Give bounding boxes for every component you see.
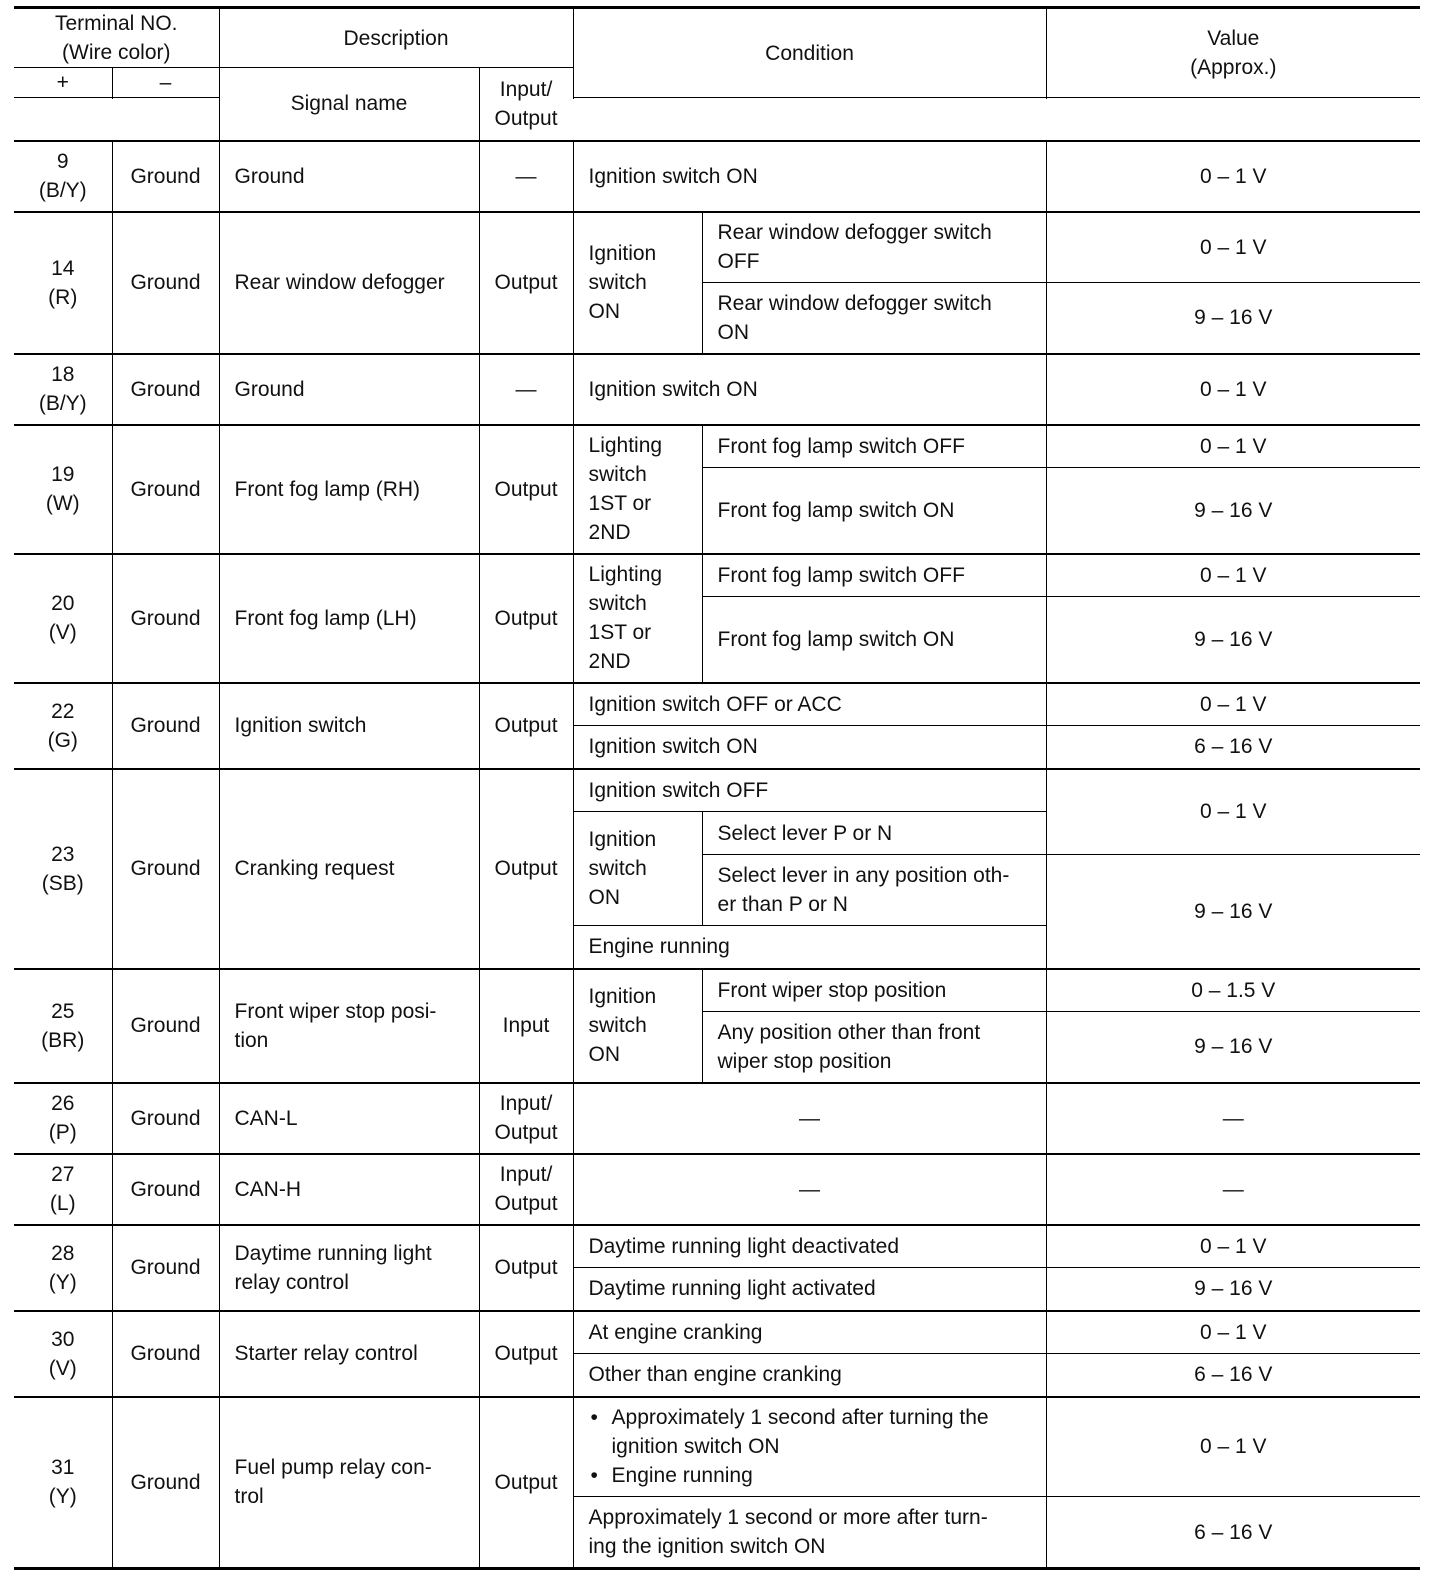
condition-cell: Ignition switch ON (573, 141, 1046, 212)
value-cell: — (1046, 1154, 1420, 1225)
ground-cell: Ground (112, 141, 219, 212)
value-cell: 0 – 1 V (1046, 1311, 1420, 1354)
value-cell: 9 – 16 V (1046, 597, 1420, 683)
value-cell: 0 – 1 V (1046, 141, 1420, 212)
terminal-cell: 14 (R) (14, 212, 112, 354)
signal-cell: CAN-L (219, 1083, 479, 1154)
table-row (14, 1083, 1420, 1154)
signal-cell: CAN-H (219, 1154, 479, 1225)
value-cell: 0 – 1 V (1046, 769, 1420, 855)
signal-name-header: Signal name (219, 68, 479, 141)
io-cell: Output (479, 212, 573, 354)
table-row (14, 1397, 1420, 1497)
condition-cell: Other than engine cranking (573, 1354, 1046, 1397)
terminal-cell: 27 (L) (14, 1154, 112, 1225)
table-row (14, 354, 1420, 425)
io-cell: Output (479, 769, 573, 969)
condition-cell: — (573, 1083, 1046, 1154)
table-row (14, 1225, 1420, 1268)
table-row (14, 1154, 1420, 1225)
table-row (14, 1311, 1420, 1354)
table-row (14, 141, 1420, 212)
condition-header: Condition (573, 8, 1046, 98)
io-cell: Output (479, 1397, 573, 1569)
value-cell: 0 – 1 V (1046, 683, 1420, 726)
terminal-cell: 26 (P) (14, 1083, 112, 1154)
value-cell: 9 – 16 V (1046, 1268, 1420, 1311)
ground-cell: Ground (112, 969, 219, 1083)
ground-cell: Ground (112, 1397, 219, 1569)
condition-cell: Front fog lamp switch OFF (702, 425, 1046, 468)
condition-main-cell: Lighting switch 1ST or 2ND (573, 425, 702, 554)
io-cell: Output (479, 1311, 573, 1397)
signal-cell: Front fog lamp (RH) (219, 425, 479, 554)
condition-main-cell: Ignition switch ON (573, 212, 702, 354)
condition-cell: Ignition switch OFF (573, 769, 1046, 812)
condition-cell: Approximately 1 second or more after turn- ing the ignition switch ON (573, 1497, 1046, 1569)
terminal-cell: 31 (Y) (14, 1397, 112, 1569)
input-output-header: Input/ Output (479, 68, 573, 141)
table-row (14, 769, 1420, 812)
io-cell: Input/ Output (479, 1154, 573, 1225)
condition-bullets-cell (573, 1397, 1046, 1497)
condition-cell: Daytime running light deactivated (573, 1225, 1046, 1268)
condition-cell: — (573, 1154, 1046, 1225)
ground-cell: Ground (112, 1083, 219, 1154)
signal-cell: Front wiper stop posi- tion (219, 969, 479, 1083)
ground-cell: Ground (112, 212, 219, 354)
value-cell: 0 – 1 V (1046, 554, 1420, 597)
terminal-cell: 25 (BR) (14, 969, 112, 1083)
ground-cell: Ground (112, 354, 219, 425)
signal-cell: Ignition switch (219, 683, 479, 769)
value-cell: 0 – 1.5 V (1046, 969, 1420, 1012)
value-cell: 6 – 16 V (1046, 1354, 1420, 1397)
table-row (14, 554, 1420, 597)
plus-header: + (14, 68, 112, 98)
value-cell: 0 – 1 V (1046, 1225, 1420, 1268)
value-cell: 0 – 1 V (1046, 354, 1420, 425)
io-cell: Output (479, 425, 573, 554)
io-cell: Output (479, 683, 573, 769)
terminal-cell: 28 (Y) (14, 1225, 112, 1311)
ground-cell: Ground (112, 554, 219, 683)
io-cell: Input (479, 969, 573, 1083)
description-header: Description (219, 8, 573, 68)
bullet-item: • Approximately 1 second after turning the ignition switch ON (589, 1403, 1031, 1461)
bullet-item: • Engine running (589, 1461, 1031, 1490)
value-cell: 9 – 16 V (1046, 855, 1420, 969)
ground-cell: Ground (112, 1154, 219, 1225)
value-header: Value (Approx.) (1046, 8, 1420, 98)
table-row (14, 425, 1420, 468)
signal-cell: Ground (219, 141, 479, 212)
terminal-cell: 9 (B/Y) (14, 141, 112, 212)
value-cell: 0 – 1 V (1046, 1397, 1420, 1497)
table-row (14, 683, 1420, 726)
ground-cell: Ground (112, 769, 219, 969)
condition-cell: Select lever in any position oth- er than P or N (702, 855, 1046, 926)
condition-main-cell: Ignition switch ON (573, 969, 702, 1083)
condition-bullet-list (589, 1403, 1031, 1490)
signal-cell: Starter relay control (219, 1311, 479, 1397)
signal-cell: Front fog lamp (LH) (219, 554, 479, 683)
io-cell: — (479, 354, 573, 425)
terminal-cell: 30 (V) (14, 1311, 112, 1397)
value-cell: 9 – 16 V (1046, 468, 1420, 554)
condition-cell: Ignition switch ON (573, 354, 1046, 425)
value-cell: 0 – 1 V (1046, 425, 1420, 468)
condition-cell: Select lever P or N (702, 812, 1046, 855)
condition-cell: Front fog lamp switch OFF (702, 554, 1046, 597)
terminal-cell: 19 (W) (14, 425, 112, 554)
value-cell: 6 – 16 V (1046, 1497, 1420, 1569)
value-cell: — (1046, 1083, 1420, 1154)
io-cell: Output (479, 1225, 573, 1311)
condition-cell: Ignition switch ON (573, 726, 1046, 769)
minus-header: – (112, 68, 219, 98)
io-cell: — (479, 141, 573, 212)
terminal-cell: 22 (G) (14, 683, 112, 769)
condition-cell: Front fog lamp switch ON (702, 468, 1046, 554)
signal-cell: Daytime running light relay control (219, 1225, 479, 1311)
condition-cell: Daytime running light activated (573, 1268, 1046, 1311)
io-cell: Input/ Output (479, 1083, 573, 1154)
condition-cell: At engine cranking (573, 1311, 1046, 1354)
terminal-cell: 23 (SB) (14, 769, 112, 969)
ground-cell: Ground (112, 425, 219, 554)
condition-cell: Front wiper stop position (702, 969, 1046, 1012)
condition-cell: Rear window defogger switch OFF (702, 212, 1046, 283)
value-cell: 0 – 1 V (1046, 212, 1420, 283)
table-row (14, 212, 1420, 283)
ground-cell: Ground (112, 1225, 219, 1311)
condition-main-cell: Ignition switch ON (573, 812, 702, 926)
signal-cell: Rear window defogger (219, 212, 479, 354)
condition-cell: Ignition switch OFF or ACC (573, 683, 1046, 726)
terminal-cell: 18 (B/Y) (14, 354, 112, 425)
terminal-spec-table (14, 6, 1420, 1570)
value-cell: 9 – 16 V (1046, 283, 1420, 354)
condition-cell: Any position other than front wiper stop position (702, 1012, 1046, 1083)
io-cell: Output (479, 554, 573, 683)
condition-main-cell: Lighting switch 1ST or 2ND (573, 554, 702, 683)
value-cell: 9 – 16 V (1046, 1012, 1420, 1083)
condition-cell: Engine running (573, 926, 1046, 969)
signal-cell: Fuel pump relay con- trol (219, 1397, 479, 1569)
condition-cell: Rear window defogger switch ON (702, 283, 1046, 354)
terminal-cell: 20 (V) (14, 554, 112, 683)
value-cell: 6 – 16 V (1046, 726, 1420, 769)
condition-cell: Front fog lamp switch ON (702, 597, 1046, 683)
signal-cell: Ground (219, 354, 479, 425)
signal-cell: Cranking request (219, 769, 479, 969)
ground-cell: Ground (112, 1311, 219, 1397)
ground-cell: Ground (112, 683, 219, 769)
table-row (14, 969, 1420, 1012)
terminal-header: Terminal NO. (Wire color) (14, 8, 219, 68)
